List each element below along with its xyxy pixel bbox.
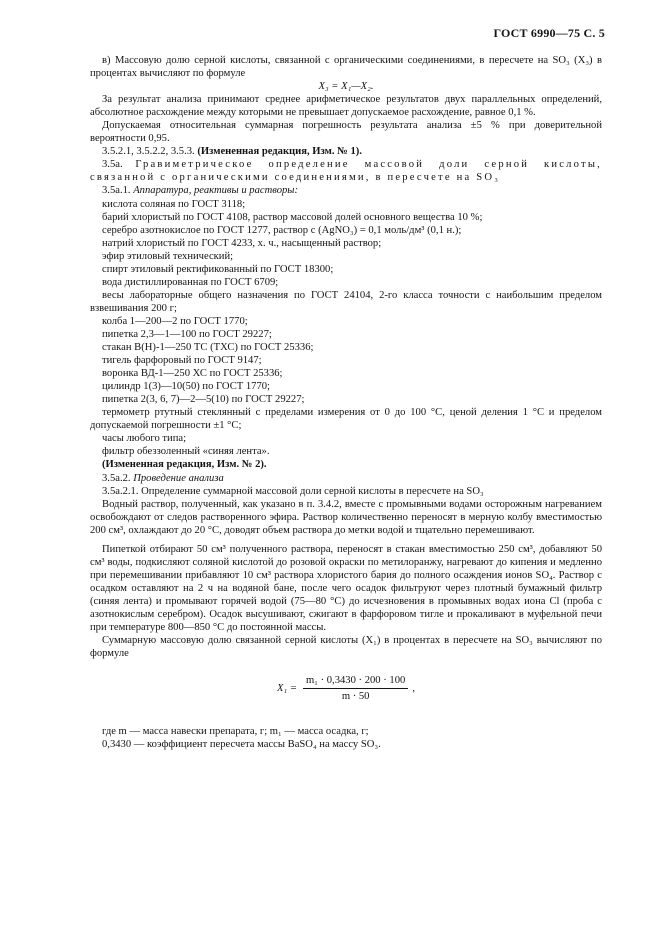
section-35a21: 3.5а.2.1. Определение суммарной массовой доли серной кислоты в пересчете на SO₃ [102,485,484,497]
reagent-item: вода дистиллированная по ГОСТ 6709; [102,276,279,288]
reagent-item: пипетка 2,3—1—100 по ГОСТ 29227; [102,328,272,340]
reagent-item: натрий хлористый по ГОСТ 4233, х. ч., насыщенный раствор; [102,237,382,249]
formula-x1-fraction [303,674,408,703]
reagent-list [90,198,602,459]
reagent-item: фильтр обеззоленный «синяя лента». [102,446,270,458]
reagent-item: серебро азотнокислое по ГОСТ 1277, раствор c (AgNO₃) = 0,1 моль/дм³ (0,1 н.); [102,224,462,236]
amend1-note: (Измененная редакция, Изм. № 1). [197,146,362,158]
reagent-item: тигель фарфоровый по ГОСТ 9147; [102,355,262,367]
section-35a-title: Гравиметрическое определение массовой доли серной кислоты, связанной с органическими соединениями, в пересчете на SO₃ [90,159,602,184]
reagent-item: колба 1—200—2 по ГОСТ 1770; [102,315,248,327]
reagent-item: барий хлористый по ГОСТ 4108, раствор массовой долей основного вещества 10 %; [102,211,483,223]
where-line-1: где m — масса навески препарата, г; m₁ — масса осадка, г; [102,726,369,738]
reagent-item: эфир этиловый технический; [102,250,234,262]
section-35a1-num: 3.5а.1. [102,185,131,197]
reagent-item: цилиндр 1(3)—10(50) по ГОСТ 1770; [102,381,271,393]
document-body [90,54,602,751]
paragraph-error: Допускаемая относительная суммарная погрешность результата анализа ±5 % при доверительной вероятности 0,95. [90,120,602,145]
amend2-note [90,458,602,471]
paragraph-water: Водный раствор, полученный, как указано в п. 3.4.2, вместе с промывными водами осторожным нагреванием освобождают от следов растворенного эфира. Раствор количественно переносят в мерную колбу вместимостью 200 см³, охлаждают до 20 °С, доводят объем раствора до метки водой и тщательно перемешивают. [90,498,602,536]
where-line-2: 0,3430 — коэффициент пересчета массы BaSO₄ на массу SO₃. [102,739,381,751]
section-35a2 [90,472,602,485]
reagent-item: пипетка 2(3, 6, 7)—2—5(10) по ГОСТ 29227; [102,394,305,406]
paragraph-sum: Суммарную массовую долю связанной серной кислоты (X₁) в процентах в пересчете на SO₃ вычисляют по формуле [90,635,602,660]
section-35a1-title: Аппаратура, реактивы и растворы: [133,185,298,197]
reagent-item: кислота соляная по ГОСТ 3118; [102,198,246,210]
reagent-item: весы лабораторные общего назначения по ГОСТ 24104, 2-го класса точности с наибольшим пределом взвешивания 200 г; [90,289,602,314]
formula-x1-tail: , [412,683,415,695]
paragraph-amend1 [90,145,602,158]
formula-x1-lhs: X₁ = [277,683,297,695]
clause-numbers: 3.5.2.1, 3.5.2.2, 3.5.3. [102,146,195,158]
reagent-item: спирт этиловый ректификованный по ГОСТ 18300; [102,263,334,275]
formula-x1-denominator: m · 50 [341,691,370,703]
paragraph-v: в) Массовую долю серной кислоты, связанной с органическими соединениями, в пересчете на SO₃ (X₃) в процентах вычисляют по формуле [90,55,602,80]
reagent-item: стакан В(Н)-1—250 ТС (ТХС) по ГОСТ 25336; [102,342,314,354]
section-35a2-title: Проведение анализа [133,472,224,484]
formula-x3: X₃ = X₁—X₂. [318,81,374,93]
paragraph-pipette: Пипеткой отбирают 50 см³ полученного раствора, переносят в стакан вместимостью 250 см³, добавляют 50 см³ воды, подкисляют соляной кислотой до розовой окраски по метилоранжу, нагревают до кипения и медленно при перемешивании прибавляют 10 см³ раствора хлористого бария до полного осаждения ионов SO₄. Раствор с осадком оставляют на 2 ч на водяной бане, после чего осадок фильтруют через плотный бумажный фильтр (синяя лента) и промывают горячей водой (75—80 °С) до исчезновения в промывных водах иона Cl (проба с азотнокислым серебром). Осадок высушивают, сжигают в фарфоровом тигле и прокаливают в муфельной печи при температуре 800—850 °С до постоянной массы. [90,543,602,634]
formula-x1 [90,674,602,703]
reagent-item: часы любого типа; [102,433,187,445]
formula-x1-numerator: m₁ · 0,3430 · 200 · 100 [303,674,408,689]
section-35a1 [90,184,602,197]
paragraph-result: За результат анализа принимают среднее арифметическое результатов двух параллельных определений, абсолютное расхождение между которыми не превышает допускаемое расхождение, равное 0,1 %. [90,94,602,119]
section-35a-num: 3.5а. [102,159,123,171]
section-35a [90,158,602,184]
section-35a2-num: 3.5а.2. [102,472,131,484]
reagent-item: воронка ВД-1—250 ХС по ГОСТ 25336; [102,368,283,380]
amend2-text: (Измененная редакция, Изм. № 2). [102,459,267,471]
reagent-item: термометр ртутный стеклянный с пределами измерения от 0 до 100 °С, ценой деления 1 °С и пределом допускаемой погрешности ±1 °С; [90,407,602,432]
page-header: ГОСТ 6990—75 С. 5 [493,26,605,40]
